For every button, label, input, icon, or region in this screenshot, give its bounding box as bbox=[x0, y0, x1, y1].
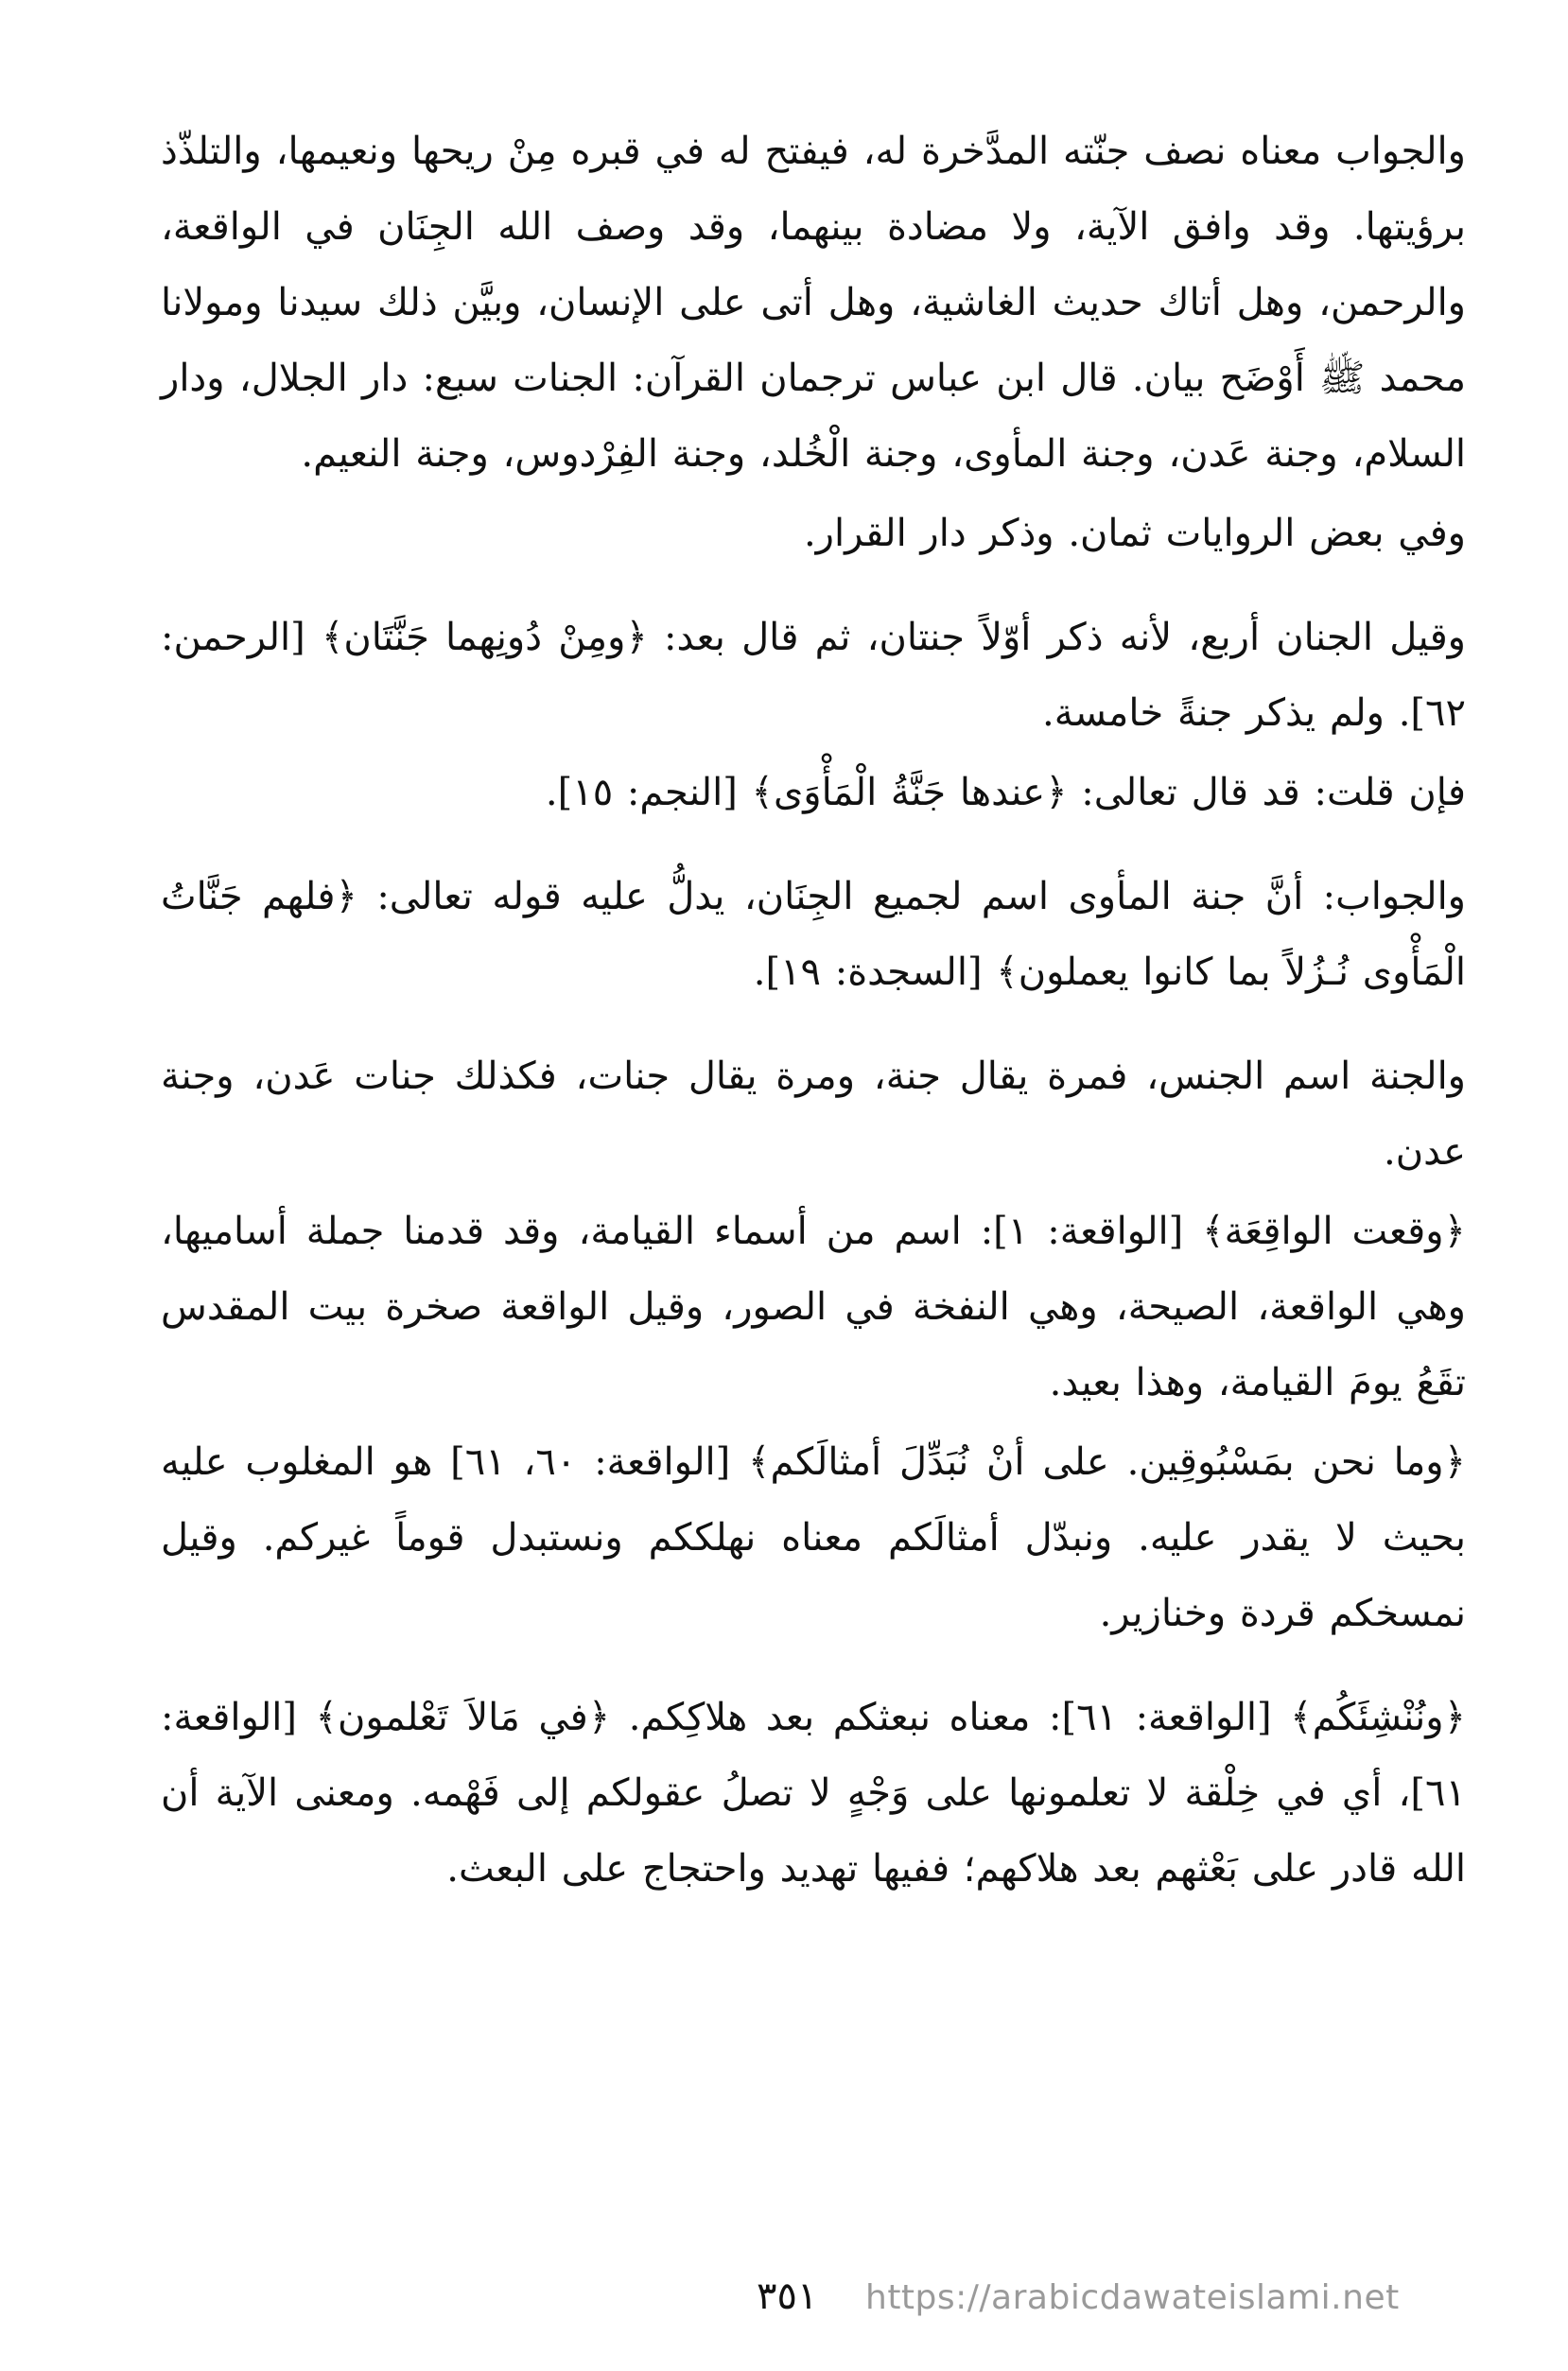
watermark-url: https://arabicdawateislami.net bbox=[865, 2278, 1400, 2317]
paragraph-8: ﴿وما نحن بمَسْبُوقِين. على أنْ نُبَدِّلَ أمثالَكم﴾ [الواقعة: ٦٠، ٦١] هو المغلوب عليه بحيث لا يقدر عليه. ونبدّل أمثالَكم معناه نهلككم ونستبدل قوماً غيركم. وقيل نمسخكم قردة وخنازير. bbox=[161, 1440, 1467, 1635]
paragraph-6: والجنة اسم الجنس، فمرة يقال جنة، ومرة يقال جنات، فكذلك جنات عَدن، وجنة عدن. bbox=[161, 1055, 1466, 1174]
paragraph-5: والجواب: أنَّ جنة المأوى اسم لجميع الجِنَان، يدلُّ عليه قوله تعالى: ﴿فلهم جَنَّاتُ الْمَأْوى نُـزُلاً بما كانوا يعملون﴾ [السجدة: ١٩]. bbox=[161, 875, 1466, 994]
paragraph-1: والجواب معناه نصف جنّته المدَّخرة له، فيفتح له في قبره مِنْ ريحها ونعيمها، والتلذّذ برؤيتها. وقد وافق الآية، ولا مضادة بينهما، وقد وصف الله الجِنَان في الواقعة، والرحمن، وهل أتاك حديث الغاشية، وهل أتى على الإنسان، وبيَّن ذلك سيدنا ومولانا محمد ﷺ أَوْضَح بيان. قال ابن عباس ترجمان القرآن: الجنات سبع: دار الجلال، ودار السلام، وجنة عَدن، وجنة المأوى، وجنة الْخُلد، وجنة الفِرْدوس، وجنة النعيم. bbox=[161, 130, 1466, 476]
page-footer bbox=[0, 2275, 1568, 2331]
paragraph-9: ﴿ونُنْشِئَكُم﴾ [الواقعة: ٦١]: معناه نبعثكم بعد هلاكِكم. ﴿في مَالاَ تَعْلمون﴾ [الواقعة: ٦١]، أي في خِلْقة لا تعلمونها على وَجْهٍ لا تصلُ عقولكم إلى فَهْمه. ومعنى الآية أن الله قادر على بَعْثهم بعد هلاكهم؛ ففيها تهديد واحتجاج على البعث. bbox=[161, 1696, 1467, 1891]
paragraph-4: فإن قلت: قد قال تعالى: ﴿عندها جَنَّةُ الْمَأْوَى﴾ [النجم: ١٥]. bbox=[545, 771, 1466, 814]
page-body bbox=[161, 113, 1466, 2270]
paragraph-3: وقيل الجنان أربع، لأنه ذكر أوّلاً جنتان، ثم قال بعد: ﴿ومِنْ دُونِهما جَنَّتَان﴾ [الرحمن: ٦٢]. ولم يذكر جنةً خامسة. bbox=[161, 616, 1467, 735]
paragraph-2: وفي بعض الروايات ثمان. وذكر دار القرار. bbox=[803, 512, 1466, 555]
paragraph-7: ﴿وقعت الواقِعَة﴾ [الواقعة: ١]: اسم من أسماء القيامة، وقد قدمنا جملة أساميها، وهي الواقعة، الصيحة، وهي النفخة في الصور، وقيل الواقعة صخرة بيت المقدس تقَعُ يومَ القيامة، وهذا بعيد. bbox=[161, 1210, 1466, 1404]
page-number: ٣٥١ bbox=[757, 2275, 818, 2318]
